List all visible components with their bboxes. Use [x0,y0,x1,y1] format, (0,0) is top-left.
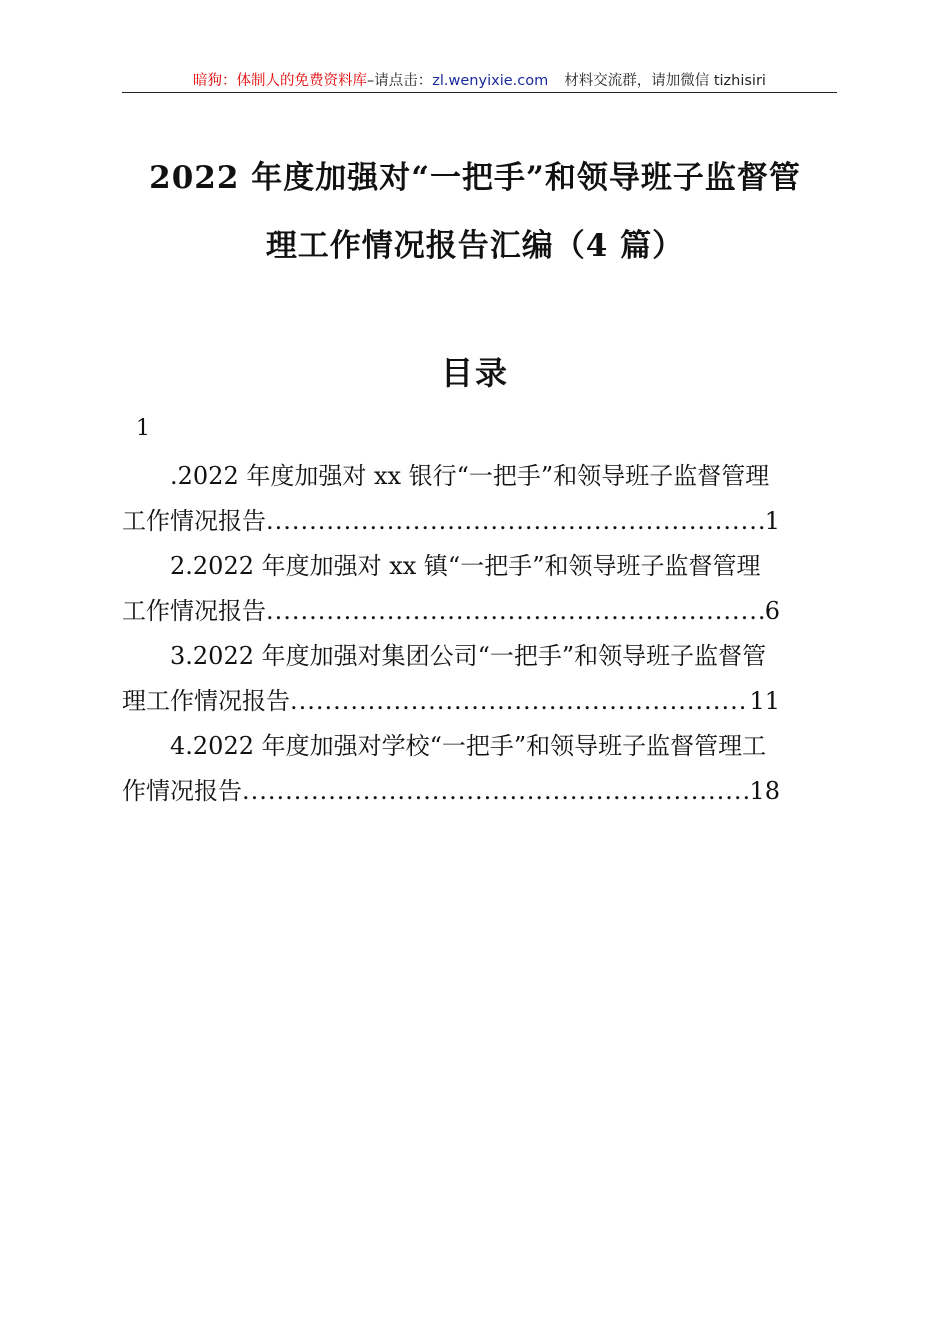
toc-entry[interactable] [122,634,838,724]
header-url-link[interactable]: zl.wenyixie.com [432,73,549,89]
toc-leader-dots [242,769,749,814]
toc-entry-continuation [122,679,838,724]
toc-leader-dots [290,679,749,724]
toc-entry-title: 2.2022 年度加强对 xx 镇“一把手”和领导班子监督管理 [170,552,761,580]
toc-entry-title: .2022 年度加强对 xx 银行“一把手”和领导班子监督管理 [170,462,770,490]
toc-entry-continuation [122,769,838,814]
toc-entry[interactable] [122,544,838,634]
toc-entry-title: 4.2022 年度加强对学校“一把手”和领导班子监督管理工 [170,732,767,760]
toc-entry-title-end: 作情况报告 [122,777,242,805]
table-of-contents [122,454,838,814]
toc-page-number: 6 [764,597,780,625]
toc-page-number: 1 [764,507,780,535]
document-title-line-2: 理工作情况报告汇编（4 篇） [265,228,685,264]
toc-leader-dots [266,589,765,634]
toc-page-number: 18 [749,777,780,805]
toc-stray-number: 1 [136,416,150,441]
header-brand: 暗狗：体制人的免费资料库 [193,73,368,89]
toc-entry-continuation [122,499,838,544]
toc-entry-continuation [122,589,838,634]
toc-entry-title-end: 工作情况报告 [122,597,266,625]
header-contact: 材料交流群，请加微信 tizhisiri [564,73,766,89]
toc-entry[interactable] [122,724,838,814]
toc-entry[interactable] [122,454,838,544]
toc-entry-title: 3.2022 年度加强对集团公司“一把手”和领导班子监督管 [170,642,767,670]
page-header [122,70,837,93]
toc-entry-title-end: 工作情况报告 [122,507,266,535]
document-title-line-1: 2022 年度加强对“一把手”和领导班子监督管 [149,160,801,196]
toc-heading: 目录 [440,354,509,392]
header-prompt: –请点击： [367,73,433,89]
toc-leader-dots [266,499,765,544]
toc-entry-title-end: 理工作情况报告 [122,687,290,715]
toc-page-number: 11 [749,687,780,715]
